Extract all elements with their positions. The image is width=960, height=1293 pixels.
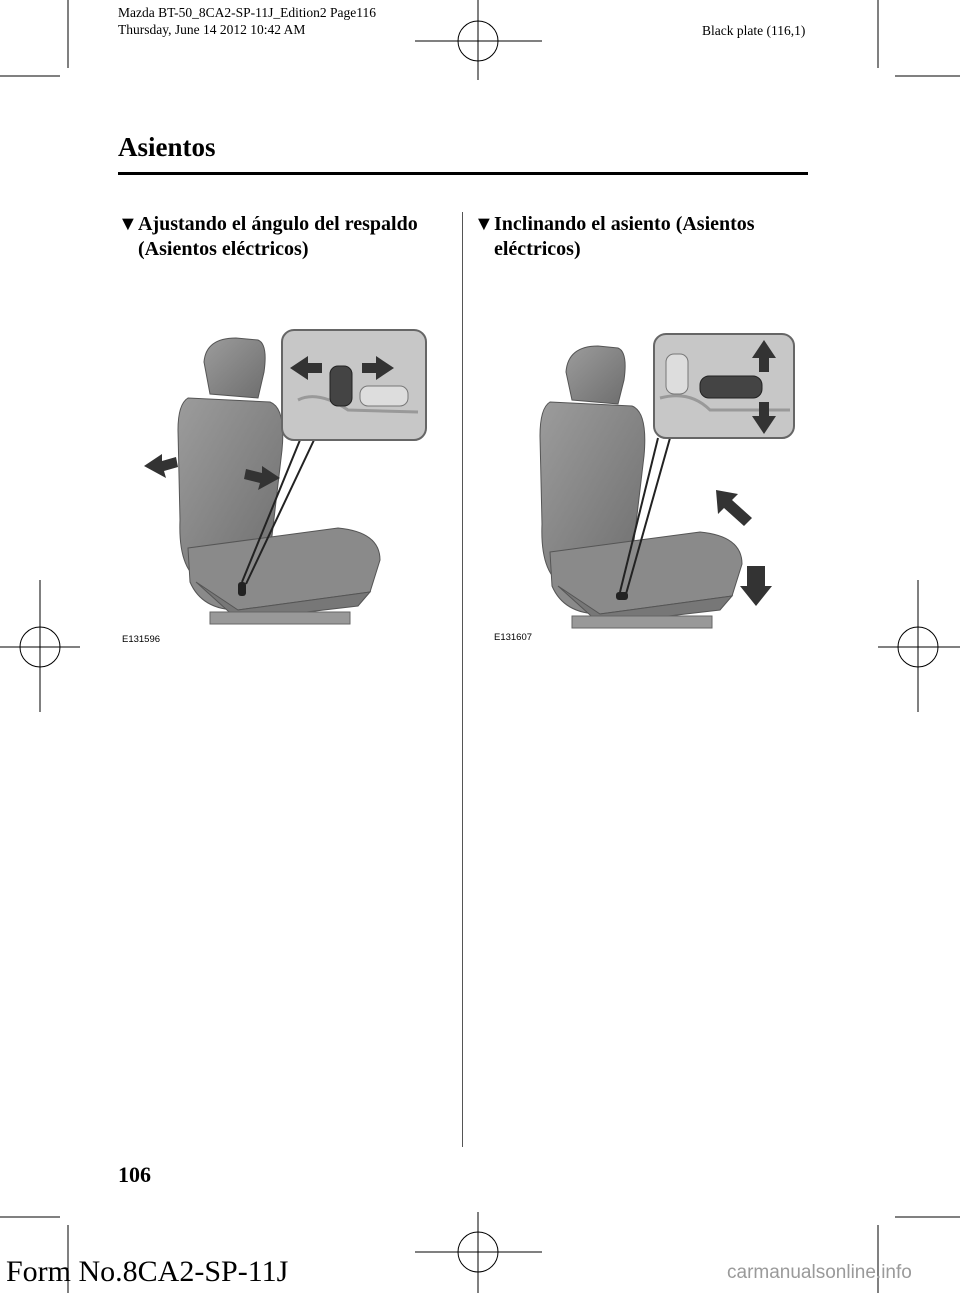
section-rule <box>118 172 808 175</box>
down-triangle-icon: ▼ <box>118 213 138 235</box>
column-divider <box>462 212 463 1147</box>
form-number: Form No.8CA2-SP-11J <box>6 1255 289 1288</box>
file-name-line: Mazda BT-50_8CA2-SP-11J_Edition2 Page116 <box>118 5 376 20</box>
plate-info: Black plate (116,1) <box>702 23 806 38</box>
figure-code-left: E131596 <box>122 634 161 645</box>
subhead-right-line1: Inclinando el asiento (Asientos <box>494 213 755 235</box>
down-triangle-icon: ▼ <box>474 213 494 235</box>
figure-backrest-adjust <box>118 320 438 650</box>
file-date-line: Thursday, June 14 2012 10:42 AM <box>118 22 306 37</box>
subhead-seat-tilt <box>474 212 804 262</box>
subhead-backrest-angle <box>118 212 448 262</box>
seat-illustration-right <box>490 330 810 650</box>
page-number: 106 <box>118 1162 151 1187</box>
subhead-right-line2: eléctricos) <box>494 238 581 260</box>
figure-tilt-adjust <box>490 330 810 650</box>
section-title: Asientos <box>118 132 216 162</box>
subhead-left-line2: (Asientos eléctricos) <box>138 238 309 260</box>
watermark: carmanualsonline.info <box>727 1262 912 1283</box>
seat-illustration-left <box>118 320 438 650</box>
figure-code-right: E131607 <box>494 632 533 643</box>
subhead-left-line1: Ajustando el ángulo del respaldo <box>138 213 418 235</box>
file-info <box>118 4 376 38</box>
